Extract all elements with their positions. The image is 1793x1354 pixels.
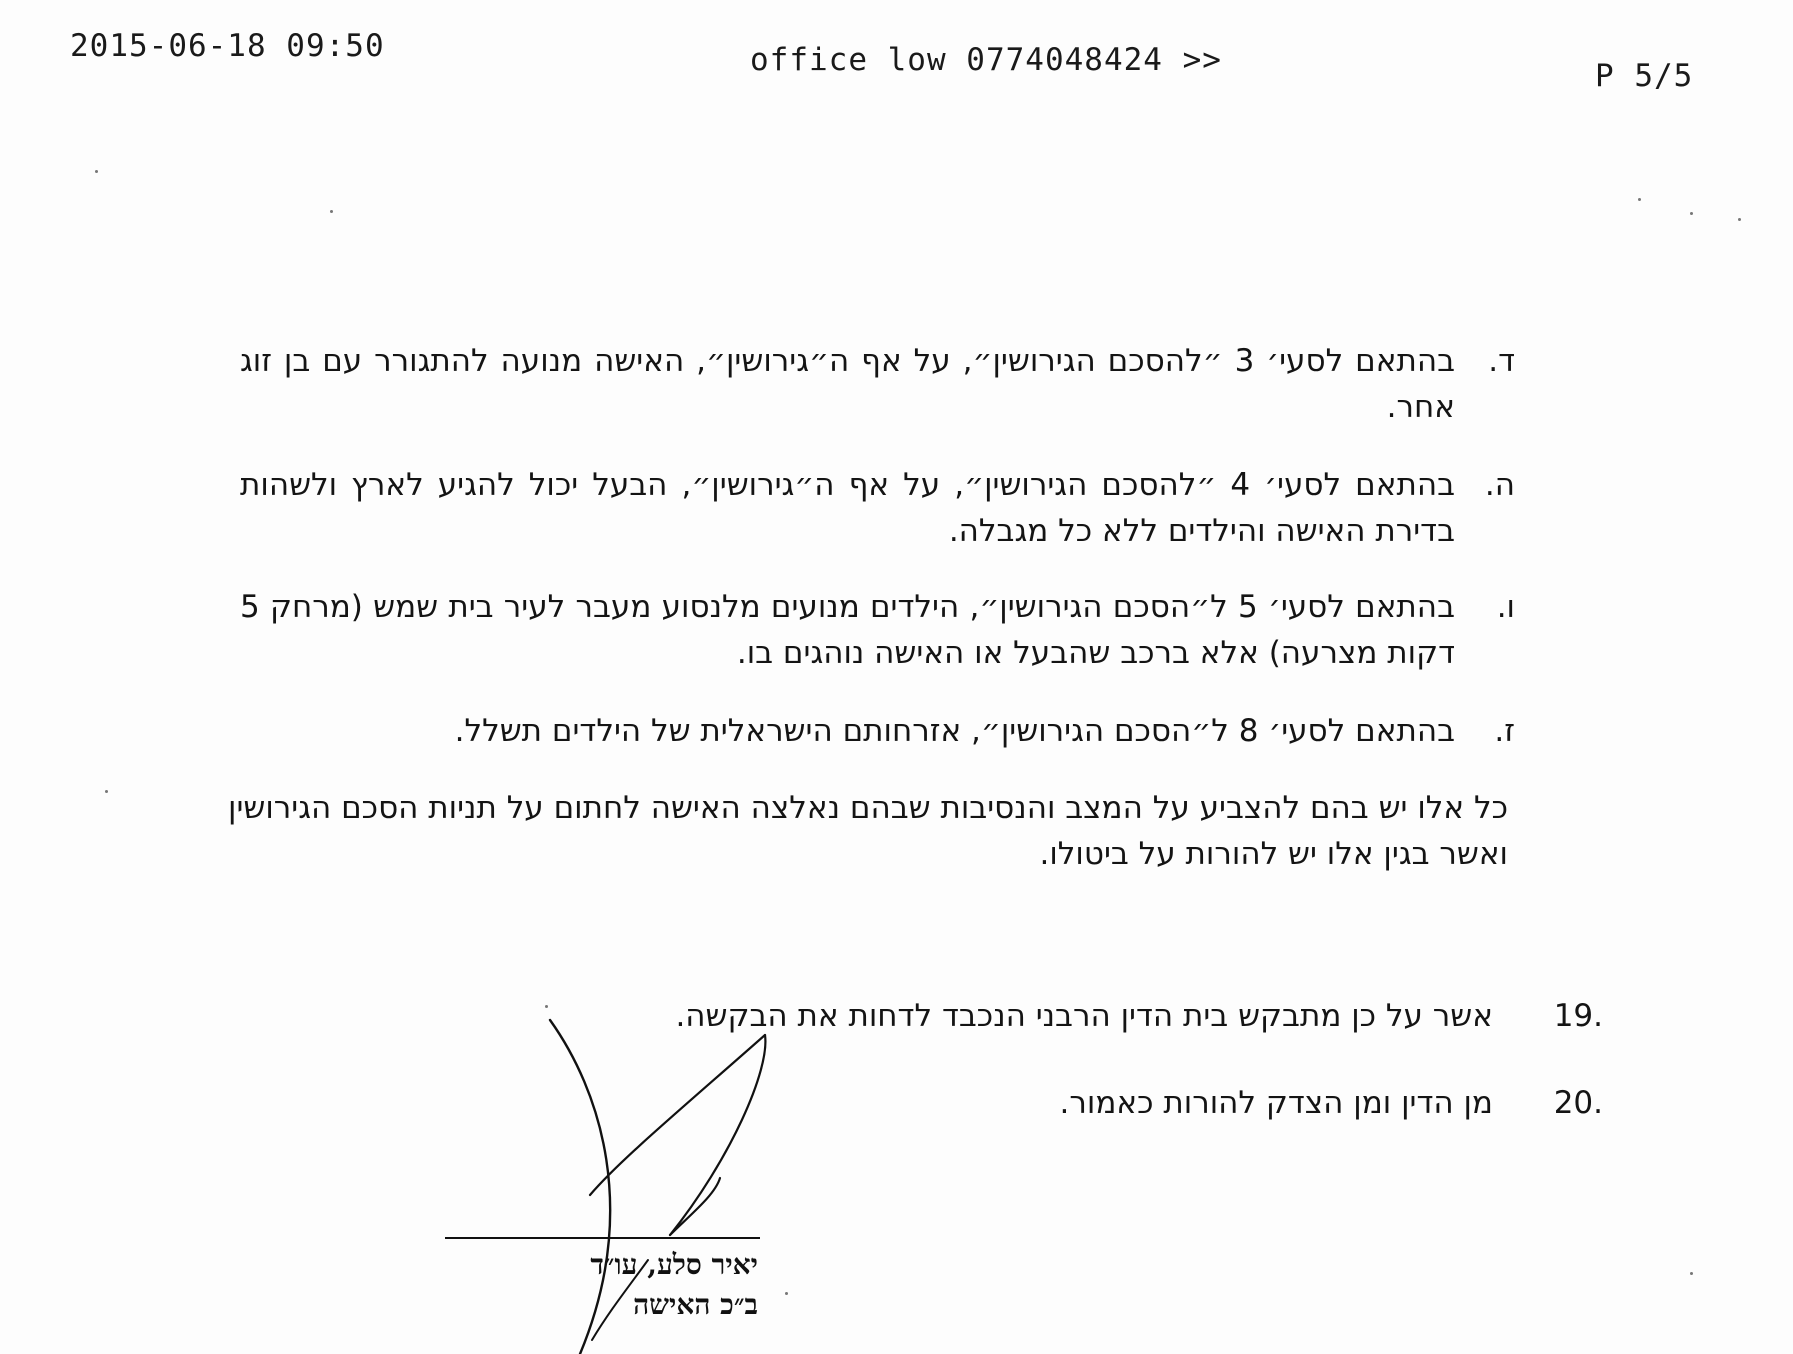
clause-zayin	[240, 708, 1515, 754]
clause-dalet	[240, 338, 1515, 430]
clause-letter: ה.	[1484, 467, 1515, 503]
clause-letter: ז.	[1494, 713, 1515, 749]
fax-datetime: 2015-06-18 09:50	[70, 28, 385, 64]
clause-text: בהתאם לסעי׳ 3 ״להסכם הגירושין״, על אף ה״גירושין״, האישה מנועה להתגורר עם בן זוג אחר.	[240, 343, 1455, 425]
signatory-role: ב״כ האישה	[633, 1288, 758, 1321]
clause-he	[240, 462, 1515, 554]
clause-text: בהתאם לסעי׳ 4 ״להסכם הגירושין״, על אף ה״גירושין״, הבעל יכול להגיע לארץ ולשהות בדירת האישה והילדים ללא כל מגבלה.	[240, 467, 1455, 549]
fax-header	[0, 28, 1793, 94]
fax-sender: office low 0774048424 >>	[750, 42, 1222, 78]
clause-text: בהתאם לסעי׳ 8 ל״הסכם הגירושין״, אזרחותם הישראלית של הילדים תשלל.	[454, 713, 1455, 749]
item-text: מן הדין ומן הצדק להורות כאמור.	[1059, 1085, 1493, 1121]
clause-vav	[240, 584, 1515, 676]
clause-letter: ו.	[1496, 589, 1515, 625]
clause-letter: ד.	[1488, 343, 1515, 379]
summary-text: כל אלו יש בהם להצביע על המצב והנסיבות שבהם נאלצה האישה לחתום על תניות הסכם הגירושין ואשר בגין אלו יש להורות על ביטולו.	[228, 790, 1508, 872]
item-number: .19	[1553, 998, 1603, 1034]
clause-text: בהתאם לסעי׳ 5 ל״הסכם הגירושין״, הילדים מנועים מלנסוע מעבר לעיר בית שמש (מרחק 5 דקות מצרעה) אלא ברכב שהבעל או האישה נוהגים בו.	[240, 589, 1455, 671]
fax-page-number: P 5/5	[1595, 58, 1694, 94]
item-text: אשר על כן מתבקש בית הדין הרבני הנכבד לדחות את הבקשה.	[675, 998, 1493, 1034]
clauses-block	[240, 338, 1515, 758]
item-number: .20	[1553, 1085, 1603, 1121]
signatory-name: יאיר סלע, עו״ד	[590, 1248, 758, 1281]
handwritten-signature	[530, 1010, 790, 1354]
summary-paragraph	[228, 785, 1508, 877]
